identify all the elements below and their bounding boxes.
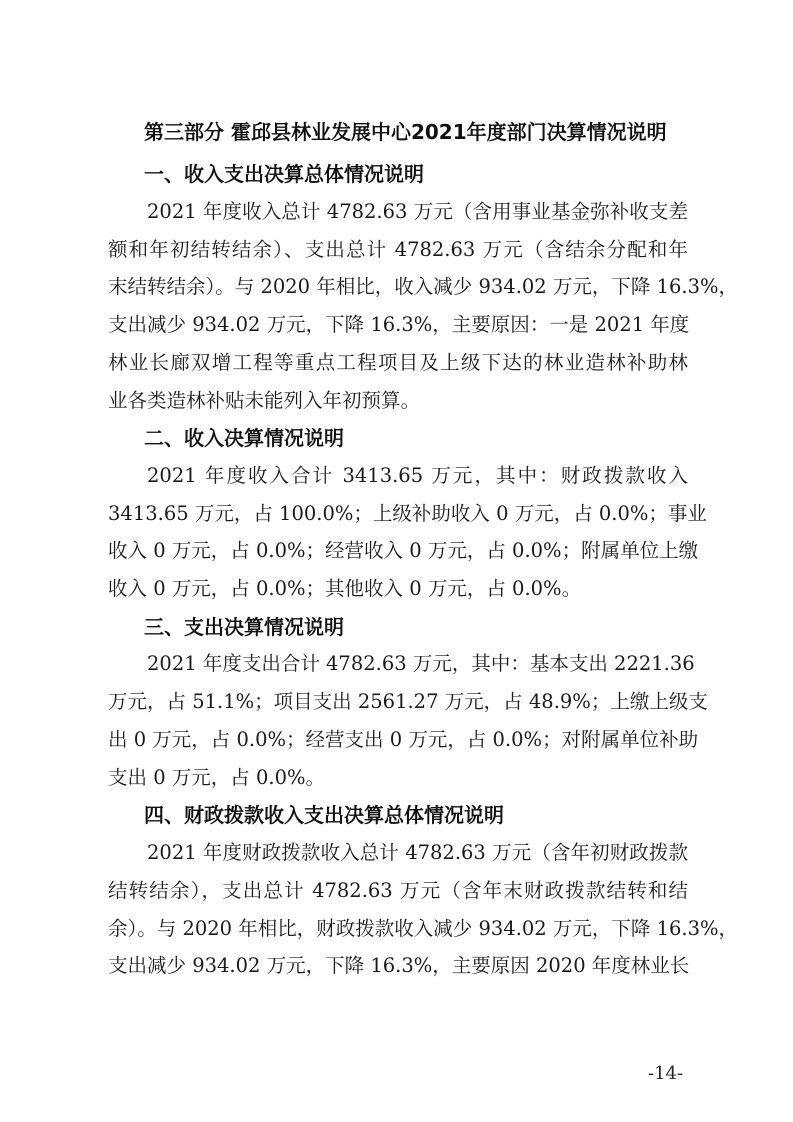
page-title: 第三部分 霍邱县林业发展中心2021年度部门决算情况说明 <box>144 120 667 144</box>
section-heading-2: 二、收入决算情况说明 <box>144 426 344 450</box>
paragraph-line: 收入 0 万元，占 0.0%；其他收入 0 万元，占 0.0%。 <box>108 577 582 600</box>
paragraph-line: 结转结余），支出总计 4782.63 万元（含年末财政拨款结转和结 <box>108 879 688 902</box>
paragraph-line: 2021 年度支出合计 4782.63 万元，其中：基本支出 2221.36 <box>147 652 695 675</box>
paragraph-line: 业各类造林补贴未能列入年初预算。 <box>108 389 421 412</box>
section-heading-1: 一、收入支出决算总体情况说明 <box>144 162 424 186</box>
page-number: -14- <box>648 1063 684 1084</box>
paragraph-line: 出 0 万元，占 0.0%；经营支出 0 万元，占 0.0%；对附属单位补助 <box>108 728 699 751</box>
paragraph-line: 2021 年度财政拨款收入总计 4782.63 万元（含年初财政拨款 <box>147 841 688 864</box>
paragraph-line: 余）。与 2020 年相比，财政拨款收入减少 934.02 万元，下降 16.3%， <box>108 917 739 940</box>
section-heading-4: 四、财政拨款收入支出决算总体情况说明 <box>144 803 504 827</box>
paragraph-line: 3413.65 万元，占 100.0%；上级补助收入 0 万元，占 0.0%；事业 <box>108 502 707 525</box>
paragraph-line: 林业长廊双增工程等重点工程项目及上级下达的林业造林补助林 <box>108 351 688 374</box>
paragraph-line: 支出减少 934.02 万元，下降 16.3%，主要原因 2020 年度林业长 <box>108 954 690 977</box>
section-heading-3: 三、支出决算情况说明 <box>144 615 344 639</box>
paragraph-line: 支出 0 万元，占 0.0%。 <box>108 766 326 789</box>
paragraph-line: 末结转结余）。与 2020 年相比，收入减少 934.02 万元，下降 16.3%， <box>108 275 739 298</box>
paragraph-line: 2021 年度收入合计 3413.65 万元，其中：财政拨款收入 <box>147 464 688 487</box>
paragraph-line: 收入 0 万元，占 0.0%；经营收入 0 万元，占 0.0%；附属单位上缴 <box>108 539 699 562</box>
paragraph-line: 2021 年度收入总计 4782.63 万元（含用事业基金弥补收支差 <box>147 200 688 223</box>
paragraph-line: 万元，占 51.1%；项目支出 2561.27 万元，占 48.9%；上缴上级支 <box>108 690 708 713</box>
paragraph-line: 额和年初结转结余）、支出总计 4782.63 万元（含结余分配和年 <box>108 238 688 261</box>
paragraph-line: 支出减少 934.02 万元，下降 16.3%，主要原因：一是 2021 年度 <box>108 313 690 336</box>
